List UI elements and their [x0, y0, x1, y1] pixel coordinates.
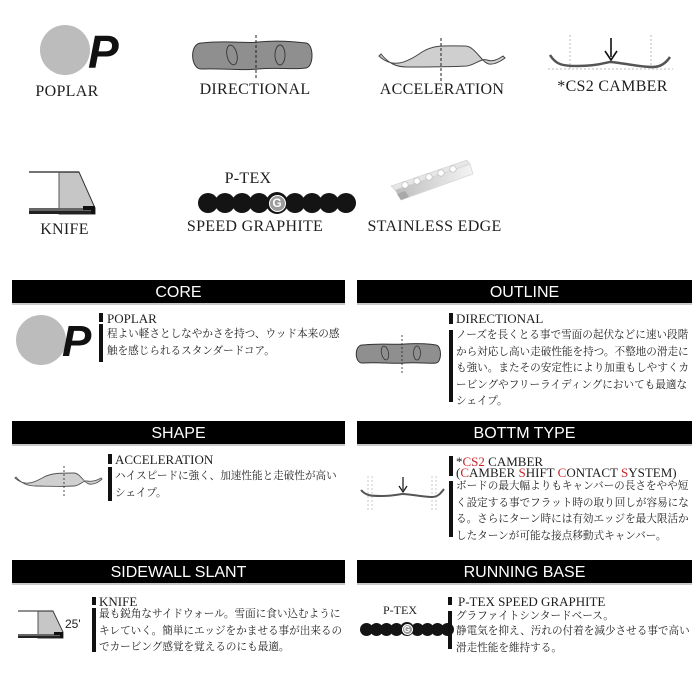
shape-header: SHAPE — [12, 421, 345, 446]
outline-header: OUTLINE — [357, 280, 692, 305]
outline-board-icon — [353, 335, 443, 375]
running-body-bar — [448, 611, 452, 649]
shape-title-bar — [108, 454, 112, 464]
running-base-title: P-TEX SPEED GRAPHITE — [458, 594, 606, 609]
shape-body: ハイスピードに強く、加速性能と走破性が高いシェイプ。 — [115, 470, 337, 499]
core-header: CORE — [12, 280, 345, 305]
outline-body-bar — [449, 330, 453, 402]
sidewall-body-bar — [92, 608, 96, 652]
subtitle-part: HIFT — [525, 465, 558, 480]
graphite-g-glyph: G — [402, 624, 413, 635]
poplar-core-icon — [40, 25, 90, 75]
directional-board-icon — [188, 33, 316, 81]
sidewall-slant-header: SIDEWALL SLANT — [12, 560, 345, 585]
subtitle-part: S — [518, 465, 526, 480]
title-camber: CAMBER — [484, 454, 544, 469]
sidewall-title-bar — [92, 597, 96, 605]
running-base-header: RUNNING BASE — [357, 560, 692, 585]
title-asterisk: * — [456, 454, 463, 469]
core-poplar-icon — [14, 314, 94, 370]
cs2-camber-icon — [548, 35, 673, 75]
subtitle-part: C — [557, 465, 567, 480]
bottom-type-body: ボードの最大幅よりもキャンバーの長さをやや短く設定する事でフラット時の取り回しが容易になる。さらにターン時には有効エッジを最大限活かしたターンが可能な接点移動式キャンバー。 — [456, 480, 689, 542]
directional-label: DIRECTIONAL — [199, 81, 311, 98]
running-base-body-line1: グラファイトシンタードベース。 — [456, 610, 614, 622]
sidewall-knife-icon — [17, 610, 65, 640]
running-ptex-graphite-icon — [360, 622, 454, 636]
stainless-edge-icon — [385, 160, 480, 205]
stainless-edge-label: STAINLESS EDGE — [367, 218, 502, 235]
outline-title: DIRECTIONAL — [456, 311, 544, 326]
subtitle-part: AMBER — [469, 465, 519, 480]
sidewall-angle-label: 25' — [65, 617, 81, 631]
subtitle-part: ( — [456, 465, 461, 480]
ptex-top-label: P-TEX — [224, 170, 272, 187]
core-body-bar — [99, 324, 103, 362]
outline-title-bar — [449, 313, 453, 324]
sidewall-body: 最も鋭角なサイドウォール。雪面に食い込むようにキレていく。簡単にエッジをかませる事が出来るのでカービング感覚を覚えるのにも最適。 — [99, 608, 343, 653]
core-body: 程よい軽さとしなやかさを持つ、ウッド本来の感触を感じられるスタンダードコア。 — [107, 328, 340, 357]
poplar-p-glyph: P — [62, 317, 92, 366]
poplar-p-glyph: P — [88, 26, 119, 78]
speed-graphite-label: SPEED GRAPHITE — [186, 218, 324, 235]
core-title: POPLAR — [107, 311, 157, 326]
shape-title: ACCELERATION — [115, 452, 214, 467]
poplar-circle-icon — [16, 315, 66, 365]
acceleration-shape-icon — [377, 34, 507, 84]
running-ptex-label: P-TEX — [383, 603, 417, 617]
running-title-bar — [448, 597, 452, 605]
shape-acceleration-icon — [14, 466, 104, 496]
ptex-graphite-icon — [198, 192, 356, 214]
bottom-cs2-camber-icon — [360, 474, 445, 514]
bottom-type-header: BOTTM TYPE — [357, 421, 692, 446]
title-cs2: CS2 — [462, 454, 485, 469]
knife-sidewall-icon — [27, 170, 99, 216]
bottom-title-bar — [449, 456, 453, 476]
subtitle-part: C — [460, 465, 470, 480]
subtitle-part: YSTEM) — [628, 465, 677, 480]
knife-label: KNIFE — [40, 221, 89, 238]
core-title-bar — [99, 313, 103, 322]
cs2-camber-label: *CS2 CAMBER — [557, 78, 668, 95]
subtitle-part: S — [621, 465, 629, 480]
graphite-g-glyph: G — [269, 195, 286, 212]
poplar-label: POPLAR — [35, 83, 99, 100]
bottom-body-bar — [449, 481, 453, 537]
acceleration-label: ACCELERATION — [379, 81, 505, 98]
shape-body-bar — [108, 467, 112, 501]
outline-body: ノーズを長くとる事で雪面の起伏などに速い段階から対応し高い走破性能を持つ。不整地の滑走にも強い。またその安定性により加重もしやすくカービングやフリーライディングにおいても最適なシェイプ。 — [456, 329, 690, 407]
sidewall-title: KNIFE — [99, 594, 138, 609]
running-base-body-line2: 静電気を抑え、汚れの付着を減少させる事で高い滑走性能を維持する。 — [456, 625, 690, 654]
subtitle-part: ONTACT — [566, 465, 622, 480]
